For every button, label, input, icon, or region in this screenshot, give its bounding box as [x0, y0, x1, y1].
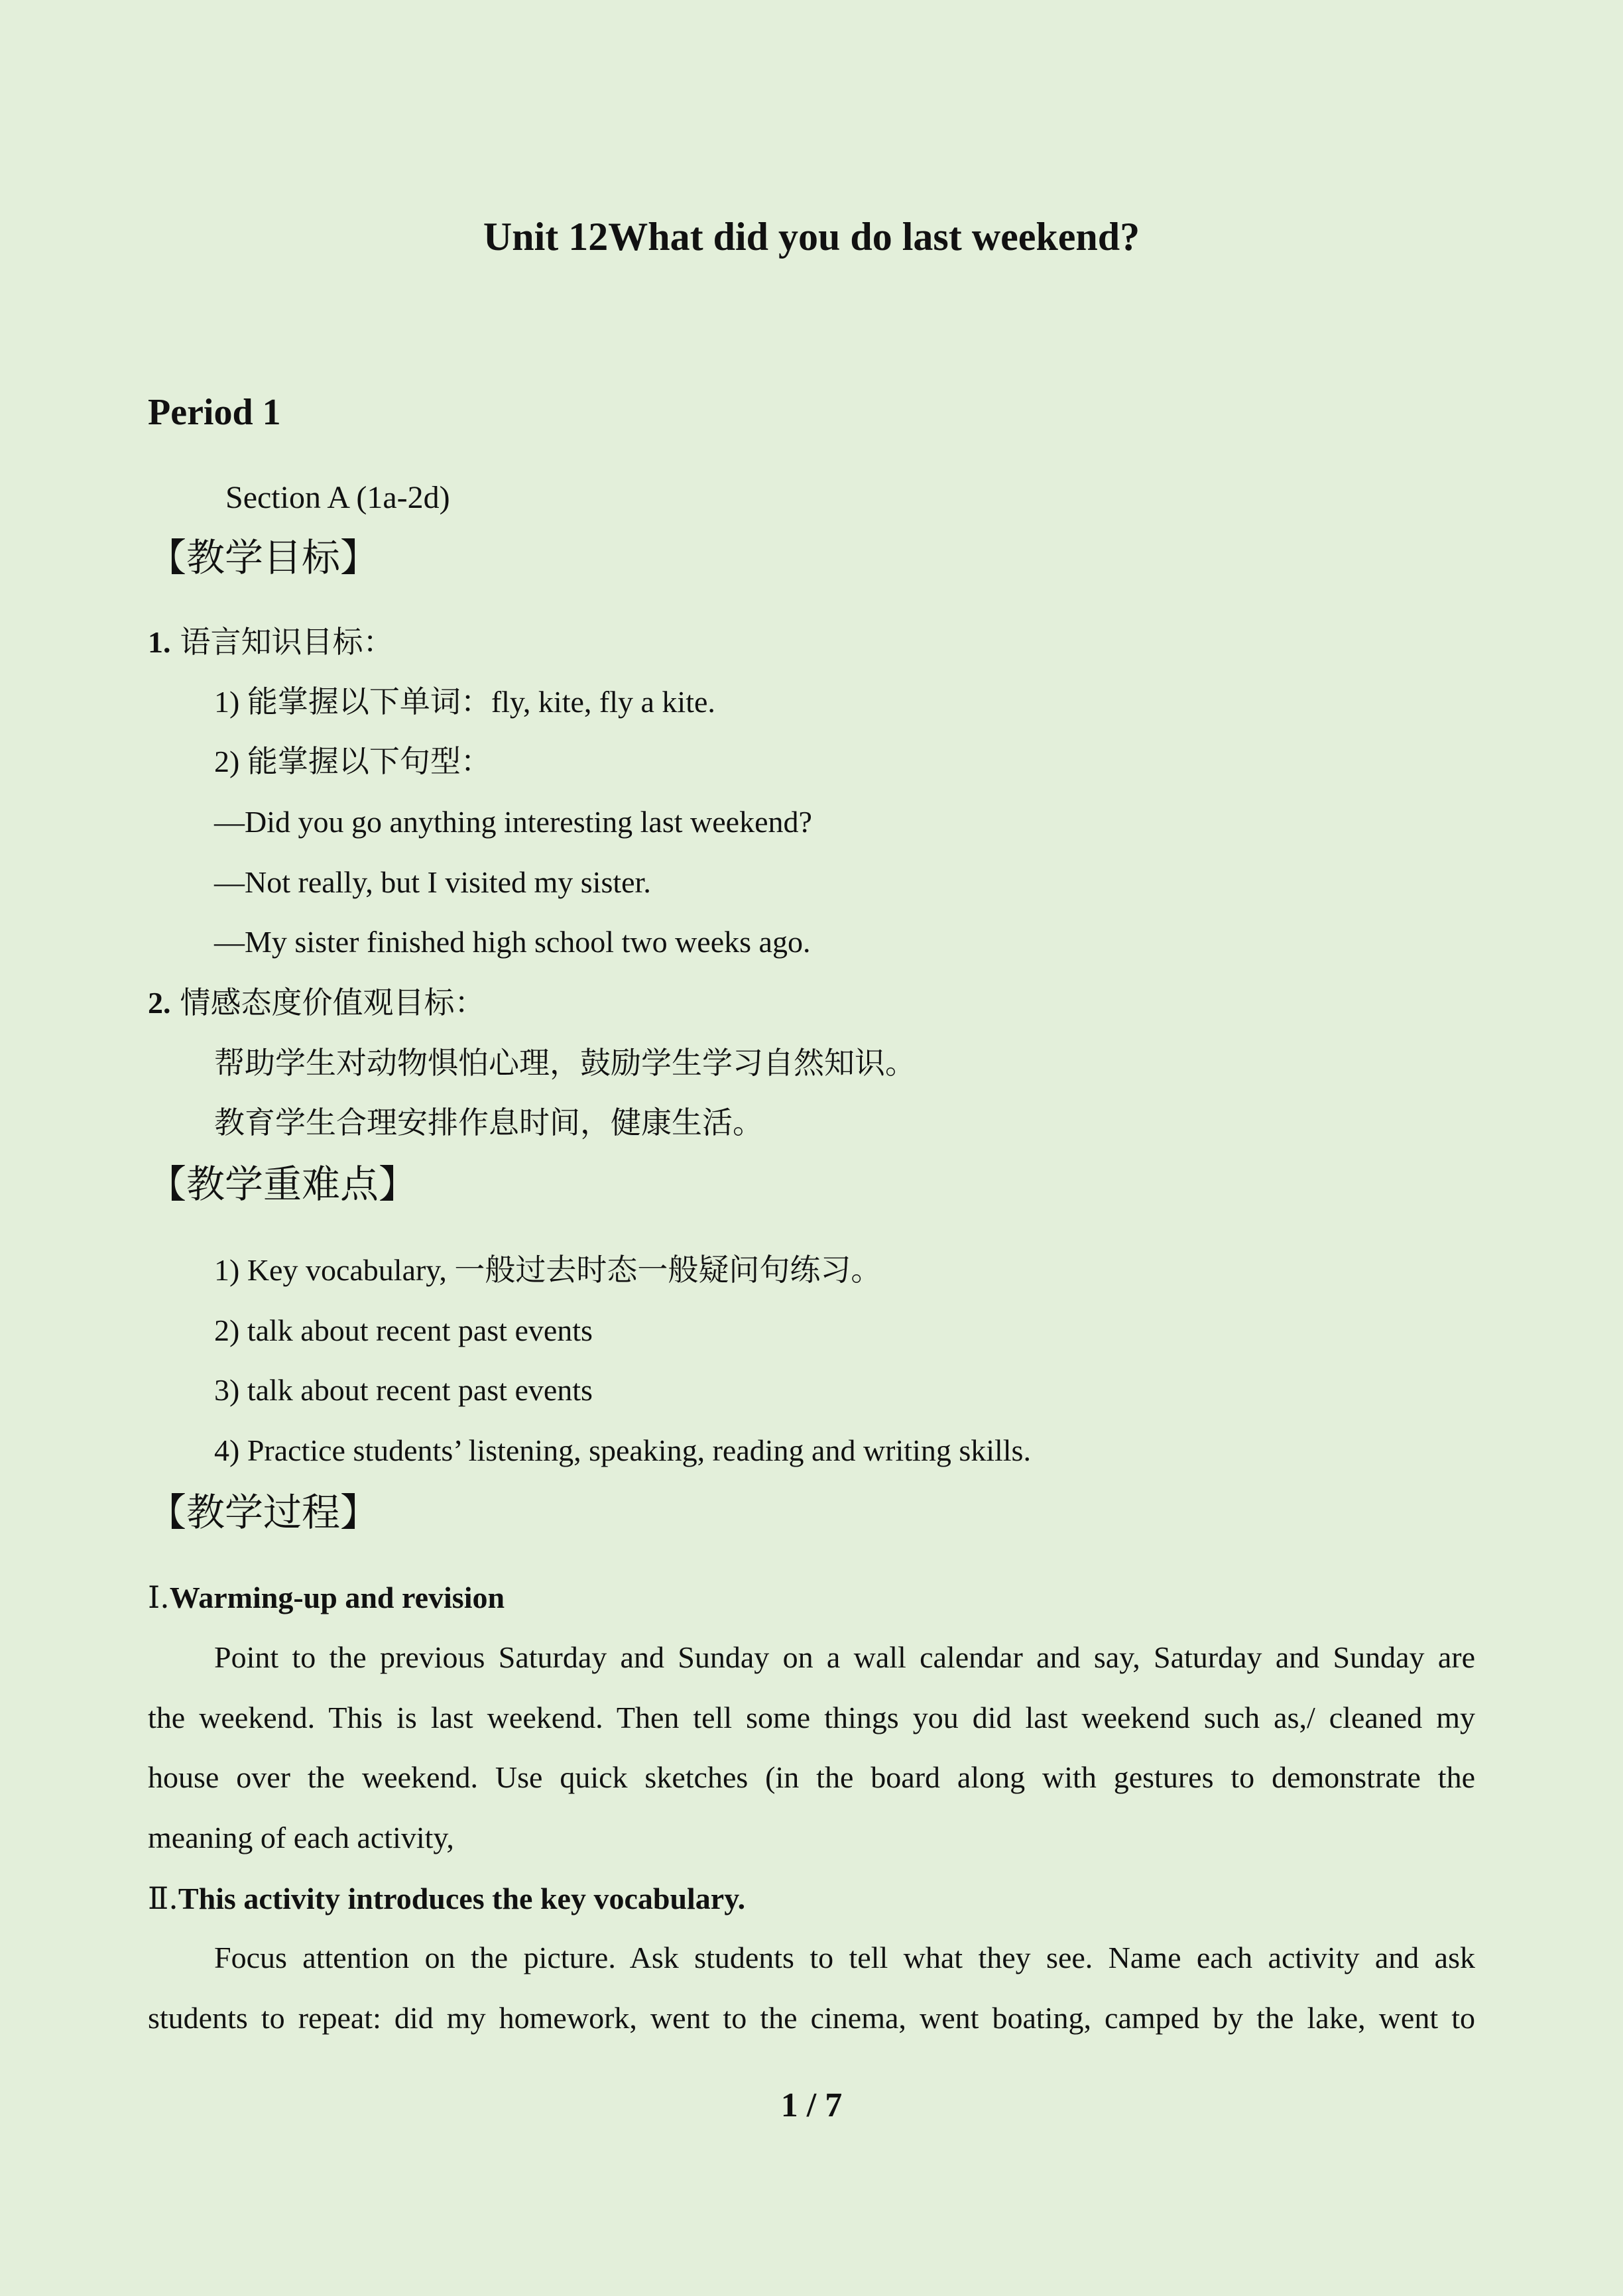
- goal-2-label: 情感态度价值观目标：: [180, 985, 485, 1020]
- step-2-paragraph-line: students to repeat: did my homework, went to the cinema, went boating, camped by the lake, went to: [148, 2001, 1475, 2035]
- step-1-paragraph-line: meaning of each activity,: [148, 1821, 454, 1854]
- step-1-numeral: Ⅰ.: [148, 1579, 170, 1615]
- step-1-heading: [148, 1579, 505, 1615]
- goal-1-number: 1.: [148, 625, 171, 659]
- goal-1-item: 1) 能掌握以下单词：fly, kite, fly a kite.: [214, 685, 715, 719]
- step-1-paragraph-line: house over the weekend. Use quick sketches (in the board along with gestures to demonstrate the: [148, 1760, 1475, 1794]
- heading-teaching-process: 【教学过程】: [148, 1490, 379, 1535]
- key-point-item: 1) Key vocabulary, 一般过去时态一般疑问句练习。: [214, 1253, 882, 1287]
- goal-2-item: 帮助学生对动物惧怕心理，鼓励学生学习自然知识。: [214, 1045, 916, 1081]
- goal-1-item: —Not really, but I visited my sister.: [214, 865, 651, 899]
- step-2-heading: [148, 1880, 746, 1916]
- heading-teaching-goals: 【教学目标】: [148, 535, 379, 580]
- goal-2-item: 教育学生合理安排作息时间，健康生活。: [214, 1105, 763, 1140]
- period-heading: Period 1: [148, 392, 281, 433]
- goal-2-number: 2.: [148, 986, 171, 1020]
- document-title: Unit 12What did you do last weekend?: [483, 215, 1140, 259]
- step-2-numeral: Ⅱ.: [148, 1880, 178, 1916]
- goal-1-item: —My sister finished high school two weeks ago.: [214, 925, 811, 959]
- goal-1-item: —Did you go anything interesting last weekend?: [214, 805, 812, 839]
- goal-1-item: 2) 能掌握以下句型：: [214, 745, 491, 778]
- step-2-paragraph-line: Focus attention on the picture. Ask students to tell what they see. Name each activity and ask: [214, 1941, 1475, 1974]
- step-1-paragraph-line: the weekend. This is last weekend. Then tell some things you did last weekend such as,/ cleaned my: [148, 1701, 1475, 1734]
- step-1-title: Warming-up and revision: [169, 1581, 505, 1614]
- key-point-item: 2) talk about recent past events: [214, 1313, 593, 1347]
- goal-1-label: 语言知识目标：: [180, 624, 394, 660]
- step-2-title: This activity introduces the key vocabulary.: [178, 1882, 746, 1915]
- key-point-item: 3) talk about recent past events: [214, 1373, 593, 1407]
- goal-2-heading: [148, 987, 485, 1018]
- goal-1-heading: [148, 624, 394, 660]
- section-label: Section A (1a-2d): [225, 480, 450, 515]
- page-number: 1 / 7: [780, 2086, 843, 2124]
- key-point-item: 4) Practice students’ listening, speaking, reading and writing skills.: [214, 1433, 1031, 1467]
- step-1-paragraph-line: Point to the previous Saturday and Sunday on a wall calendar and say, Saturday and Sunday are: [214, 1640, 1475, 1674]
- heading-key-points: 【教学重难点】: [148, 1162, 418, 1207]
